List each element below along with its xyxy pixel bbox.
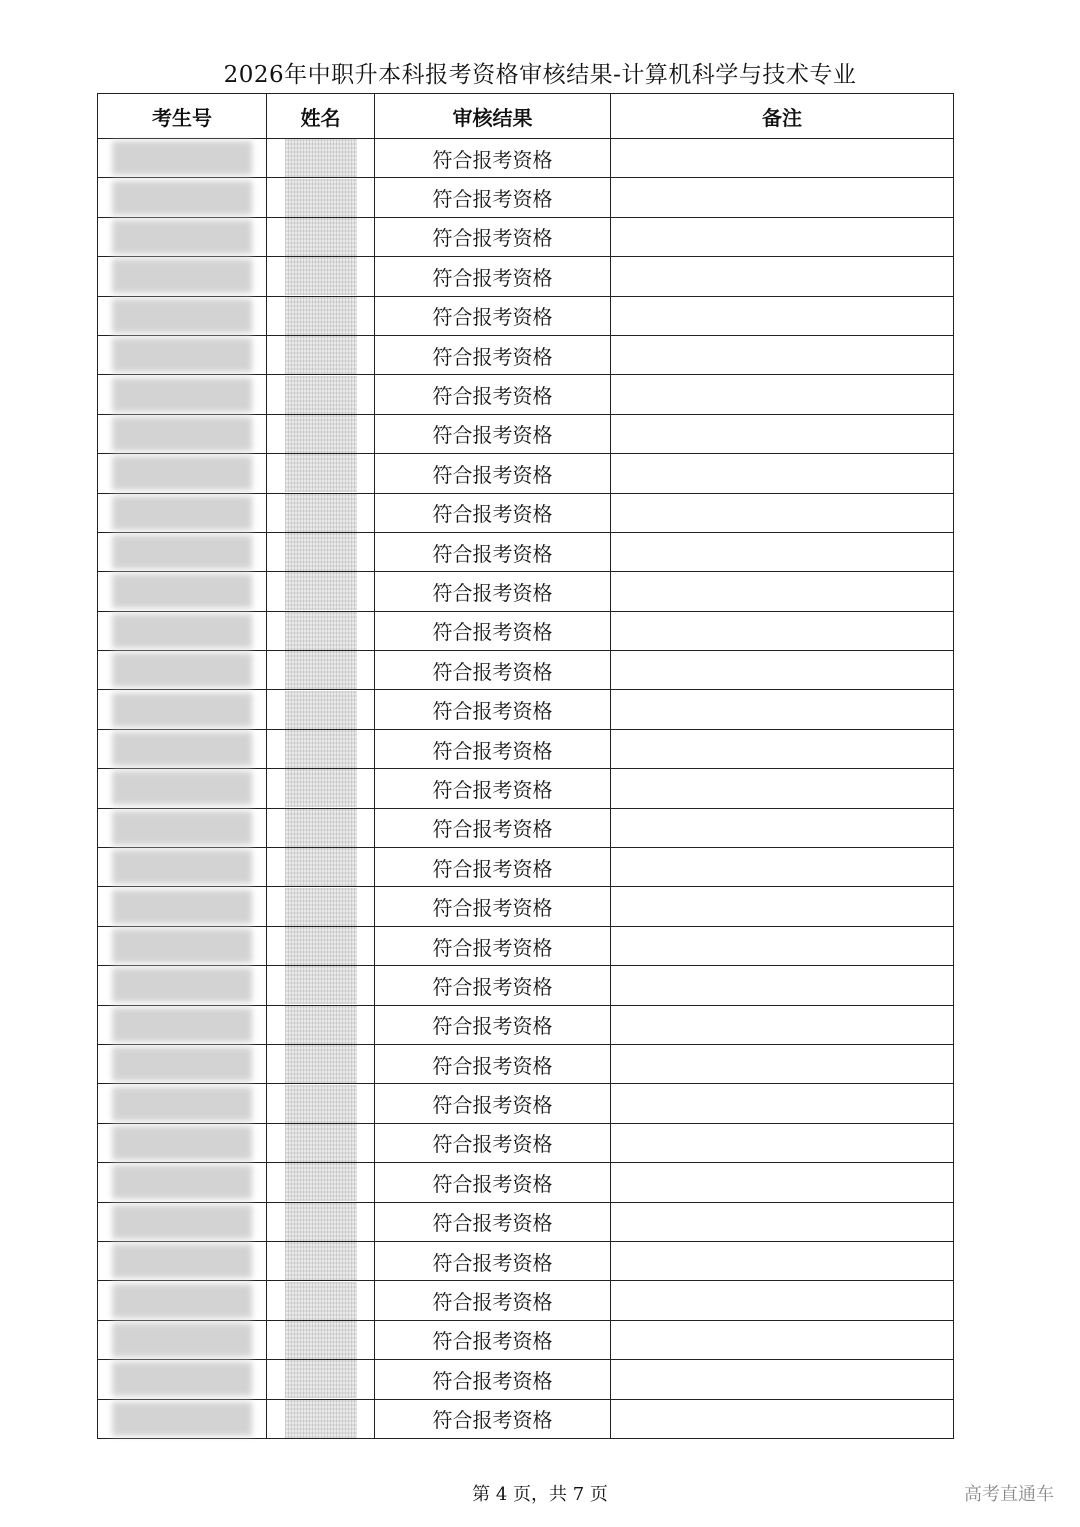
redacted-name [285, 769, 357, 807]
redacted-candidate-id [112, 1165, 252, 1199]
redacted-name [285, 454, 357, 492]
redacted-name [285, 179, 357, 217]
candidate-id-cell [98, 335, 267, 374]
candidate-id-cell [98, 1044, 267, 1083]
audit-result-cell: 符合报考资格 [375, 414, 611, 453]
redacted-name [285, 848, 357, 886]
name-cell [267, 611, 375, 650]
candidate-id-cell [98, 572, 267, 611]
audit-result-cell: 符合报考资格 [375, 1281, 611, 1320]
table-row [98, 454, 954, 493]
candidate-id-cell [98, 887, 267, 926]
name-cell [267, 808, 375, 847]
table-row [98, 335, 954, 374]
name-cell [267, 769, 375, 808]
redacted-name [285, 927, 357, 965]
candidate-id-cell [98, 532, 267, 571]
name-cell [267, 532, 375, 571]
redacted-candidate-id [112, 496, 252, 530]
name-cell [267, 139, 375, 178]
redacted-name [285, 1400, 357, 1438]
name-cell [267, 572, 375, 611]
table-row [98, 769, 954, 808]
table-row [98, 1281, 954, 1320]
redacted-candidate-id [112, 614, 252, 648]
page-number: 第 4 页，共 7 页 [472, 1484, 608, 1505]
redacted-candidate-id [112, 1126, 252, 1160]
name-cell [267, 651, 375, 690]
audit-result-cell: 符合报考资格 [375, 1202, 611, 1241]
redacted-candidate-id [112, 732, 252, 766]
audit-result-cell: 符合报考资格 [375, 1399, 611, 1438]
name-cell [267, 414, 375, 453]
table-row [98, 611, 954, 650]
candidate-id-cell [98, 217, 267, 256]
redacted-candidate-id [112, 338, 252, 372]
table-row [98, 296, 954, 335]
audit-result-cell: 符合报考资格 [375, 1320, 611, 1359]
redacted-candidate-id [112, 299, 252, 333]
name-cell [267, 729, 375, 768]
name-cell [267, 335, 375, 374]
remarks-cell [611, 375, 954, 414]
audit-result-cell: 符合报考资格 [375, 848, 611, 887]
table-row [98, 1163, 954, 1202]
table-row [98, 572, 954, 611]
candidate-id-cell [98, 178, 267, 217]
remarks-cell [611, 572, 954, 611]
table-row [98, 414, 954, 453]
table-row [98, 1360, 954, 1399]
remarks-cell [611, 493, 954, 532]
table-row [98, 1320, 954, 1359]
candidate-id-cell [98, 808, 267, 847]
audit-result-cell: 符合报考资格 [375, 178, 611, 217]
candidate-id-cell [98, 611, 267, 650]
redacted-candidate-id [112, 850, 252, 884]
table-row [98, 532, 954, 571]
audit-result-cell: 符合报考资格 [375, 572, 611, 611]
redacted-candidate-id [112, 1402, 252, 1436]
audit-result-cell: 符合报考资格 [375, 1044, 611, 1083]
redacted-candidate-id [112, 456, 252, 490]
remarks-cell [611, 454, 954, 493]
candidate-id-cell [98, 414, 267, 453]
remarks-cell [611, 139, 954, 178]
table-header-row [98, 94, 954, 139]
remarks-cell [611, 1084, 954, 1123]
candidate-id-cell [98, 848, 267, 887]
audit-result-cell: 符合报考资格 [375, 769, 611, 808]
name-cell [267, 1084, 375, 1123]
remarks-cell [611, 729, 954, 768]
name-cell [267, 375, 375, 414]
redacted-name [285, 1242, 357, 1280]
name-cell [267, 926, 375, 965]
audit-result-cell: 符合报考资格 [375, 296, 611, 335]
audit-result-cell: 符合报考资格 [375, 257, 611, 296]
redacted-name [285, 1321, 357, 1359]
remarks-cell [611, 217, 954, 256]
redacted-name [285, 415, 357, 453]
candidate-id-cell [98, 139, 267, 178]
candidate-id-cell [98, 966, 267, 1005]
redacted-candidate-id [112, 929, 252, 963]
table-row [98, 217, 954, 256]
name-cell [267, 1241, 375, 1280]
audit-result-cell: 符合报考资格 [375, 454, 611, 493]
watermark: 高考直通车 [964, 1484, 1054, 1505]
remarks-cell [611, 1123, 954, 1162]
audit-result-cell: 符合报考资格 [375, 690, 611, 729]
table-row [98, 1044, 954, 1083]
candidate-id-cell [98, 926, 267, 965]
table-row [98, 1084, 954, 1123]
redacted-name [285, 1163, 357, 1201]
redacted-name [285, 297, 357, 335]
redacted-candidate-id [112, 693, 252, 727]
candidate-id-cell [98, 1123, 267, 1162]
name-cell [267, 848, 375, 887]
remarks-cell [611, 611, 954, 650]
redacted-candidate-id [112, 1047, 252, 1081]
redacted-candidate-id [112, 378, 252, 412]
header-audit-result: 审核结果 [375, 94, 611, 139]
audit-result-cell: 符合报考资格 [375, 926, 611, 965]
audit-result-cell: 符合报考资格 [375, 139, 611, 178]
redacted-name [285, 730, 357, 768]
redacted-candidate-id [112, 1244, 252, 1278]
candidate-id-cell [98, 729, 267, 768]
table-row [98, 257, 954, 296]
remarks-cell [611, 532, 954, 571]
redacted-name [285, 1006, 357, 1044]
redacted-name [285, 376, 357, 414]
redacted-name [285, 336, 357, 374]
name-cell [267, 217, 375, 256]
table-row [98, 139, 954, 178]
audit-result-cell: 符合报考资格 [375, 335, 611, 374]
header-candidate-id: 考生号 [98, 94, 267, 139]
table-row [98, 966, 954, 1005]
redacted-candidate-id [112, 1323, 252, 1357]
name-cell [267, 178, 375, 217]
table-row [98, 1241, 954, 1280]
remarks-cell [611, 769, 954, 808]
name-cell [267, 966, 375, 1005]
redacted-candidate-id [112, 811, 252, 845]
redacted-name [285, 494, 357, 532]
candidate-id-cell [98, 651, 267, 690]
candidate-id-cell [98, 1241, 267, 1280]
table-row [98, 178, 954, 217]
candidate-id-cell [98, 493, 267, 532]
candidate-id-cell [98, 690, 267, 729]
remarks-cell [611, 1202, 954, 1241]
remarks-cell [611, 296, 954, 335]
table-row [98, 1399, 954, 1438]
remarks-cell [611, 335, 954, 374]
audit-result-cell: 符合报考资格 [375, 375, 611, 414]
redacted-name [285, 691, 357, 729]
remarks-cell [611, 1360, 954, 1399]
table-row [98, 808, 954, 847]
name-cell [267, 1281, 375, 1320]
redacted-name [285, 651, 357, 689]
table-row [98, 690, 954, 729]
table-row [98, 729, 954, 768]
table-row [98, 926, 954, 965]
table-row [98, 375, 954, 414]
remarks-cell [611, 848, 954, 887]
redacted-name [285, 533, 357, 571]
audit-result-cell: 符合报考资格 [375, 808, 611, 847]
audit-result-cell: 符合报考资格 [375, 532, 611, 571]
redacted-name [285, 1282, 357, 1320]
remarks-cell [611, 1044, 954, 1083]
redacted-candidate-id [112, 1362, 252, 1396]
candidate-id-cell [98, 769, 267, 808]
name-cell [267, 1123, 375, 1162]
candidate-id-cell [98, 296, 267, 335]
candidate-id-cell [98, 1360, 267, 1399]
candidate-id-cell [98, 1005, 267, 1044]
audit-result-cell: 符合报考资格 [375, 1084, 611, 1123]
table-row [98, 848, 954, 887]
remarks-cell [611, 690, 954, 729]
redacted-name [285, 1203, 357, 1241]
audit-result-cell: 符合报考资格 [375, 1163, 611, 1202]
name-cell [267, 1399, 375, 1438]
table-row [98, 887, 954, 926]
candidate-id-cell [98, 1202, 267, 1241]
audit-result-cell: 符合报考资格 [375, 966, 611, 1005]
remarks-cell [611, 257, 954, 296]
remarks-cell [611, 1241, 954, 1280]
audit-result-cell: 符合报考资格 [375, 1005, 611, 1044]
remarks-cell [611, 414, 954, 453]
name-cell [267, 493, 375, 532]
audit-result-cell: 符合报考资格 [375, 1123, 611, 1162]
name-cell [267, 1202, 375, 1241]
document-title: 2026年中职升本科报考资格审核结果-计算机科学与技术专业 [223, 62, 857, 88]
table-row [98, 651, 954, 690]
remarks-cell [611, 1281, 954, 1320]
remarks-cell [611, 1320, 954, 1359]
name-cell [267, 887, 375, 926]
table-row [98, 1123, 954, 1162]
candidate-id-cell [98, 375, 267, 414]
remarks-cell [611, 1163, 954, 1202]
redacted-candidate-id [112, 181, 252, 215]
redacted-name [285, 1360, 357, 1398]
candidate-id-cell [98, 1084, 267, 1123]
name-cell [267, 1044, 375, 1083]
remarks-cell [611, 1005, 954, 1044]
remarks-cell [611, 178, 954, 217]
redacted-candidate-id [112, 259, 252, 293]
redacted-candidate-id [112, 417, 252, 451]
name-cell [267, 454, 375, 493]
redacted-name [285, 1085, 357, 1123]
audit-result-table [97, 93, 954, 1439]
audit-result-cell: 符合报考资格 [375, 729, 611, 768]
candidate-id-cell [98, 1281, 267, 1320]
table-body [98, 139, 954, 1439]
redacted-name [285, 257, 357, 295]
remarks-cell [611, 966, 954, 1005]
name-cell [267, 1360, 375, 1399]
audit-result-cell: 符合报考资格 [375, 651, 611, 690]
redacted-candidate-id [112, 220, 252, 254]
candidate-id-cell [98, 257, 267, 296]
redacted-candidate-id [112, 1008, 252, 1042]
audit-result-cell: 符合报考资格 [375, 887, 611, 926]
candidate-id-cell [98, 1320, 267, 1359]
candidate-id-cell [98, 1399, 267, 1438]
header-name: 姓名 [267, 94, 375, 139]
redacted-name [285, 809, 357, 847]
remarks-cell [611, 926, 954, 965]
remarks-cell [611, 808, 954, 847]
redacted-name [285, 1124, 357, 1162]
table-row [98, 1202, 954, 1241]
name-cell [267, 690, 375, 729]
redacted-candidate-id [112, 1284, 252, 1318]
candidate-id-cell [98, 454, 267, 493]
redacted-name [285, 572, 357, 610]
remarks-cell [611, 651, 954, 690]
remarks-cell [611, 887, 954, 926]
redacted-candidate-id [112, 771, 252, 805]
candidate-id-cell [98, 1163, 267, 1202]
redacted-candidate-id [112, 574, 252, 608]
redacted-name [285, 218, 357, 256]
table-row [98, 1005, 954, 1044]
remarks-cell [611, 1399, 954, 1438]
audit-result-cell: 符合报考资格 [375, 1360, 611, 1399]
table-row [98, 493, 954, 532]
redacted-candidate-id [112, 968, 252, 1002]
redacted-name [285, 612, 357, 650]
redacted-name [285, 1045, 357, 1083]
audit-result-cell: 符合报考资格 [375, 217, 611, 256]
redacted-name [285, 139, 357, 177]
audit-result-cell: 符合报考资格 [375, 493, 611, 532]
name-cell [267, 296, 375, 335]
redacted-candidate-id [112, 535, 252, 569]
name-cell [267, 1320, 375, 1359]
redacted-candidate-id [112, 1087, 252, 1121]
redacted-candidate-id [112, 1205, 252, 1239]
name-cell [267, 1163, 375, 1202]
name-cell [267, 257, 375, 296]
audit-result-cell: 符合报考资格 [375, 1241, 611, 1280]
redacted-candidate-id [112, 141, 252, 175]
redacted-candidate-id [112, 653, 252, 687]
name-cell [267, 1005, 375, 1044]
redacted-name [285, 966, 357, 1004]
redacted-name [285, 888, 357, 926]
redacted-candidate-id [112, 890, 252, 924]
audit-result-cell: 符合报考资格 [375, 611, 611, 650]
header-remarks: 备注 [611, 94, 954, 139]
